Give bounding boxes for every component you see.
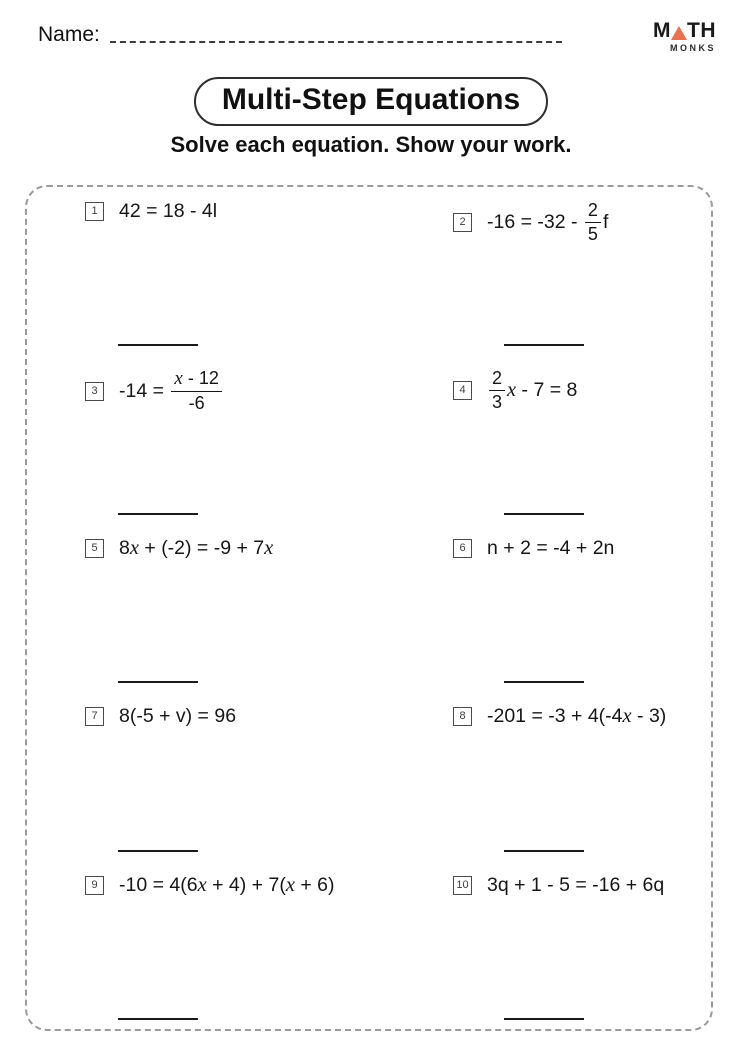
logo-text-m: M	[653, 19, 671, 42]
equation-fragment: n + 2 = -4 + 2n	[487, 536, 615, 559]
answer-blank-line	[118, 1018, 198, 1020]
name-blank-line	[110, 41, 562, 43]
equation-fragment: -6	[188, 393, 205, 414]
equation-fragment: - 3)	[631, 705, 667, 728]
problem-row	[453, 200, 711, 244]
equation-fragment: + (-2) = -9 + 7	[138, 536, 265, 559]
equation-fragment: 3q + 1 - 5 = -16 + 6q	[487, 873, 665, 896]
variable: x	[264, 536, 274, 559]
problem-cell-8	[369, 692, 711, 860]
equation-fragment: 5	[587, 223, 598, 244]
answer-blank-line	[118, 344, 198, 346]
fraction-denominator	[489, 391, 505, 413]
equation-text	[487, 874, 664, 897]
problem-cell-4	[369, 355, 711, 523]
problem-cell-2	[369, 187, 711, 355]
variable: x	[285, 873, 295, 896]
problem-number-badge: 6	[453, 539, 472, 558]
variable: x	[197, 873, 207, 896]
problem-cell-3	[27, 355, 369, 523]
problem-number-badge: 10	[453, 876, 472, 895]
equation-text	[119, 874, 335, 897]
problem-number-badge: 4	[453, 381, 472, 400]
equation-text	[119, 368, 224, 414]
equation-fragment: - 7 = 8	[516, 379, 578, 402]
variable: x	[507, 379, 517, 402]
equation-text	[119, 200, 217, 223]
problem-cell-10	[369, 861, 711, 1029]
problem-row	[85, 537, 369, 560]
problem-cell-7	[27, 692, 369, 860]
fraction	[489, 368, 505, 412]
answer-blank-line	[504, 513, 584, 515]
equation-fragment: - 12	[182, 368, 219, 389]
problem-row	[85, 368, 369, 414]
equation-fragment: 8(-5 + v) = 96	[119, 705, 237, 728]
problem-number-badge: 7	[85, 707, 104, 726]
problem-cell-6	[369, 524, 711, 692]
equation-fragment: 2	[492, 368, 503, 389]
problem-number-badge: 8	[453, 707, 472, 726]
fraction	[171, 368, 221, 414]
problem-row	[85, 200, 369, 223]
equation-text	[487, 537, 614, 560]
equation-text	[487, 368, 577, 412]
name-field-row	[38, 24, 562, 45]
page-title: Multi-Step Equations	[194, 77, 548, 126]
equation-fragment: f	[602, 210, 609, 233]
equation-fragment: 8	[119, 536, 130, 559]
fraction-numerator	[585, 200, 601, 223]
fraction	[585, 200, 601, 244]
problem-number-badge: 3	[85, 382, 104, 401]
name-label: Name:	[38, 23, 100, 46]
math-monks-logo	[653, 20, 716, 53]
problem-number-badge: 1	[85, 202, 104, 221]
variable: x	[174, 368, 183, 390]
equation-fragment: -14 =	[119, 379, 170, 402]
equation-fragment: 42 = 18 - 4l	[119, 200, 218, 222]
problem-cell-9	[27, 861, 369, 1029]
logo-wordmark	[653, 20, 716, 41]
equation-fragment: -16 = -32 -	[487, 210, 583, 233]
problem-row	[85, 705, 369, 728]
problem-row	[453, 705, 711, 728]
problem-number-badge: 2	[453, 213, 472, 232]
fraction-denominator	[186, 392, 208, 414]
equation-fragment: -10 = 4(6	[119, 873, 198, 896]
problem-cell-1	[27, 187, 369, 355]
fraction-denominator	[585, 223, 601, 245]
answer-blank-line	[504, 850, 584, 852]
logo-text-th: TH	[687, 19, 716, 42]
logo-triangle-icon	[671, 26, 687, 40]
answer-blank-line	[118, 513, 198, 515]
problem-row	[453, 537, 711, 560]
equation-fragment: + 6)	[294, 873, 335, 896]
equation-fragment: + 4) + 7(	[206, 873, 286, 896]
problem-row	[453, 874, 711, 897]
equation-fragment: -201 = -3 + 4(-4	[487, 705, 623, 728]
equation-text	[119, 705, 236, 728]
logo-subtext: MONKS	[670, 43, 716, 53]
equation-fragment: 3	[492, 392, 503, 413]
equation-text	[487, 705, 666, 728]
instructions-text: Solve each equation. Show your work.	[170, 132, 572, 157]
answer-blank-line	[504, 344, 584, 346]
answer-blank-line	[504, 1018, 584, 1020]
answer-blank-line	[118, 681, 198, 683]
problem-cell-5	[27, 524, 369, 692]
problem-number-badge: 5	[85, 539, 104, 558]
variable: x	[129, 536, 139, 559]
answer-blank-line	[504, 681, 584, 683]
problem-row	[85, 874, 369, 897]
problem-row	[453, 368, 711, 412]
problems-container	[25, 185, 713, 1031]
fraction-numerator	[171, 368, 221, 392]
equation-text	[119, 537, 273, 560]
answer-blank-line	[118, 850, 198, 852]
title-row	[0, 77, 742, 126]
fraction-numerator	[489, 368, 505, 391]
equation-text	[487, 200, 608, 244]
variable: x	[622, 705, 632, 728]
equation-fragment: 2	[587, 200, 598, 220]
problem-number-badge: 9	[85, 876, 104, 895]
